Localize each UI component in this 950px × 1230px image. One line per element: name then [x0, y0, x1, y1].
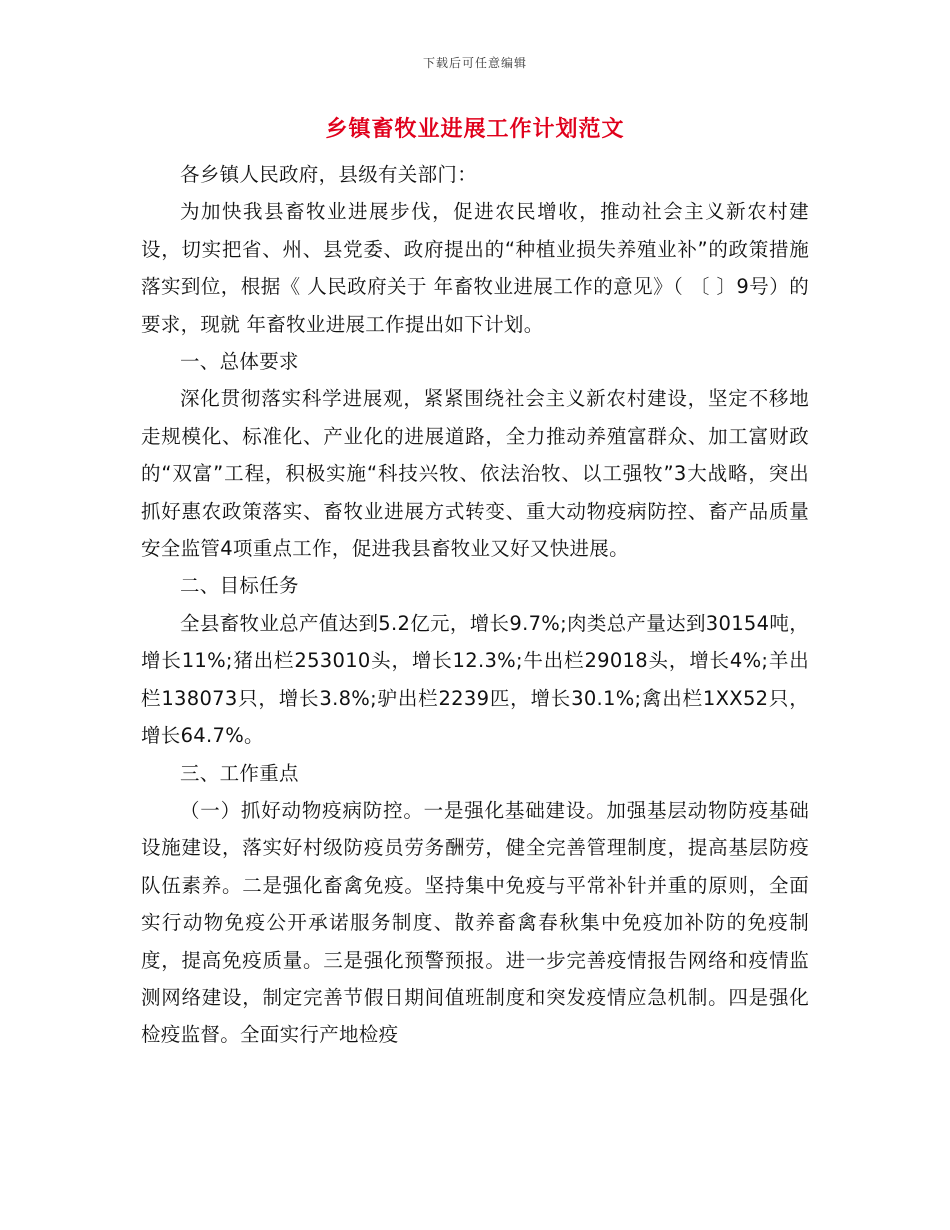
document-title: 乡镇畜牧业进展工作计划范文: [325, 117, 625, 142]
targets-paragraph: 全县畜牧业总产值达到5.2亿元，增长9.7%;肉类总产量达到30154吨，增长11%;猪出栏253010头，增长12.3%;牛出栏29018头，增长4%;羊出栏138073只，增长3.8%;驴出栏2239匹，增长30.1%;禽出栏1XX52只，增长64.7%。: [141, 611, 809, 748]
document-body: [141, 156, 809, 1054]
intro-paragraph: 为加快我县畜牧业进展步伐，促进农民增收，推动社会主义新农村建设，切实把省、州、县党委、政府提出的“种植业损失养殖业补”的政策措施落实到位，根据《 人民政府关于 年畜牧业进展工作的意见》（ 〔 〕9号）的要求，现就 年畜牧业进展工作提出如下计划。: [141, 200, 809, 336]
section-heading-overall-requirements: 一、总体要求: [180, 350, 299, 374]
section-heading-work-priorities: 三、工作重点: [180, 761, 299, 785]
overall-requirements-paragraph: 深化贯彻落实科学进展观，紧紧围绕社会主义新农村建设，坚定不移地走规模化、标准化、产业化的进展道路，全力推动养殖富群众、加工富财政的“双富”工程，积极实施“科技兴牧、依法治牧、以工强牧”3大战略，突出抓好惠农政策落实、畜牧业进展方式转变、重大动物疫病防控、畜产品质量安全监管4项重点工作，促进我县畜牧业又好又快进展。: [141, 387, 809, 561]
header-note: 下载后可任意编辑: [422, 56, 527, 70]
section-heading-targets: 二、目标任务: [180, 574, 299, 598]
salutation: 各乡镇人民政府，县级有关部门：: [180, 163, 478, 186]
work-priorities-paragraph: （一）抓好动物疫病防控。一是强化基础建设。加强基层动物防疫基础设施建设，落实好村级防疫员劳务酬劳，健全完善管理制度，提高基层防疫队伍素养。二是强化畜禽免疫。坚持集中免疫与平常补针并重的原则，全面实行动物免疫公开承诺服务制度、散养畜禽春秋集中免疫加补防的免疫制度，提高免疫质量。三是强化预警预报。进一步完善疫情报告网络和疫情监测网络建设，制定完善节假日期间值班制度和突发疫情应急机制。四是强化检疫监督。全面实行产地检疫: [141, 798, 809, 1047]
